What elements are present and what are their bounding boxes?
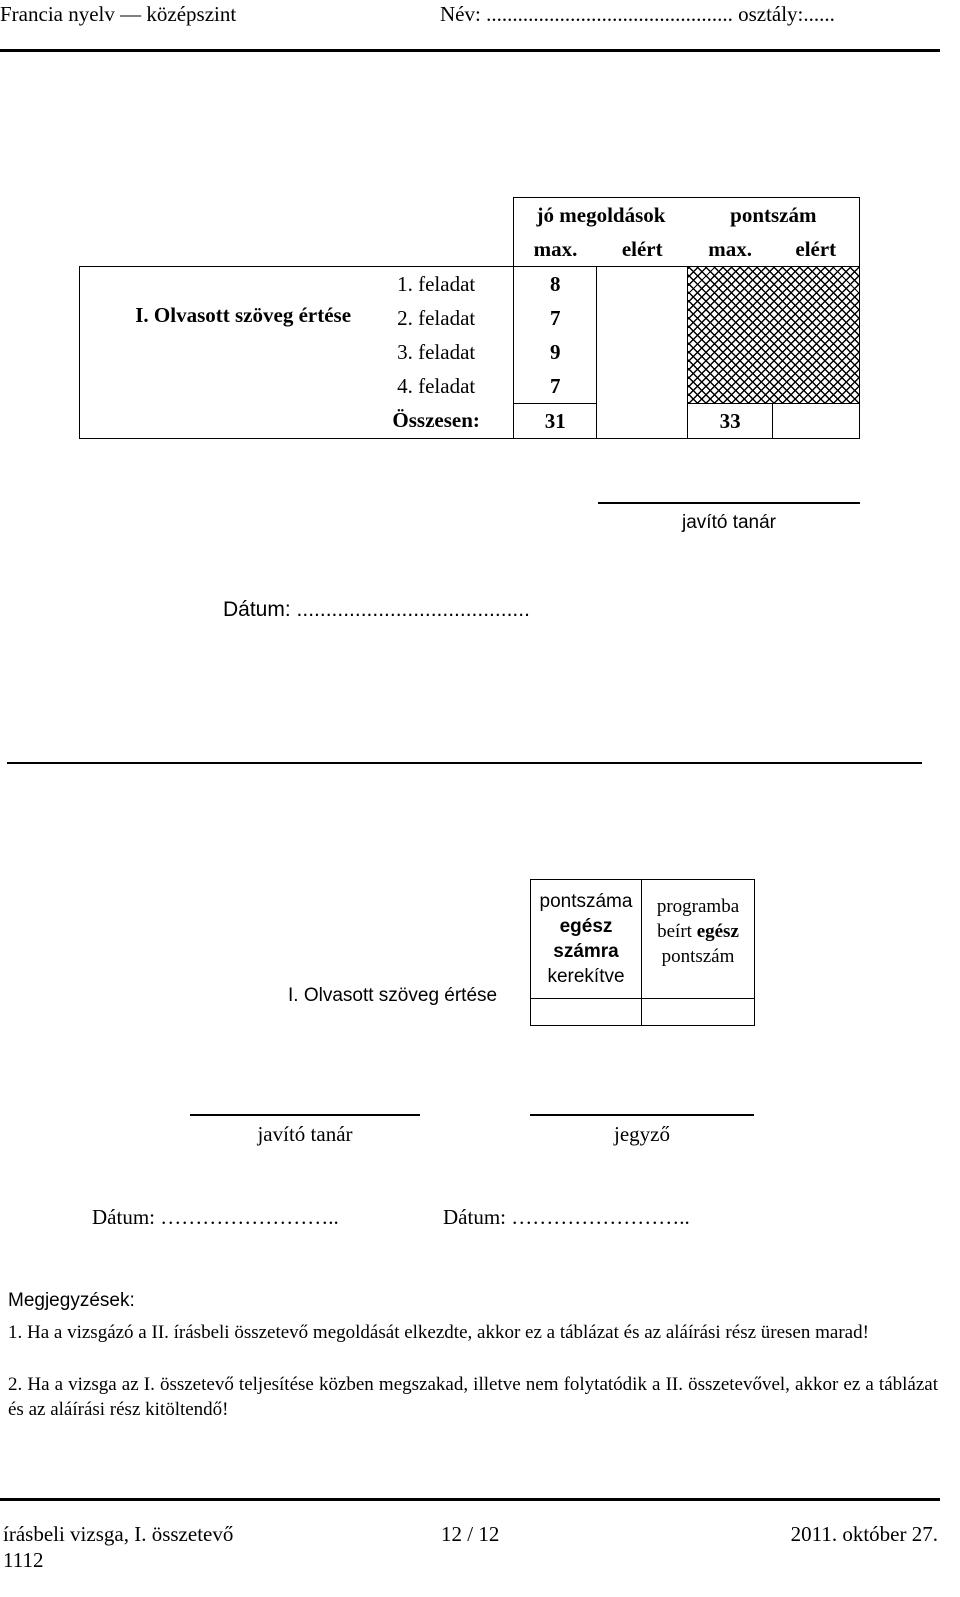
- note-1: 1. Ha a vizsgázó a II. írásbeli összetevő megoldását elkezdte, akkor ez a táblázat és az aláírási rész üresen marad!: [8, 1322, 869, 1343]
- task-label: 3. feladat: [397, 339, 476, 364]
- section-separator: [7, 762, 922, 764]
- signature-line: [598, 502, 860, 504]
- date-dots: ……………………..: [506, 1205, 690, 1229]
- program-table: [530, 879, 755, 1026]
- correct-answers-header: jó megoldások: [514, 198, 688, 233]
- total-points-achieved: [773, 404, 860, 439]
- total-label: Összesen:: [359, 404, 514, 439]
- task-max-value: 7: [514, 301, 597, 335]
- footer-code: 1112: [3, 1548, 44, 1572]
- hatched-area: [688, 267, 860, 404]
- section-label: I. Olvasott szöveg értése: [80, 267, 360, 439]
- date-field: [223, 598, 530, 622]
- points-header: pontszám: [688, 198, 860, 233]
- signature-label: javító tanár: [682, 512, 776, 533]
- task-max-value: 9: [514, 335, 597, 369]
- rounded-score-header: pontszáma egész számra kerekítve: [531, 880, 642, 999]
- total-correct-achieved: [597, 404, 688, 439]
- task-max-value: 7: [514, 369, 597, 404]
- page-number: 12 / 12: [441, 1522, 500, 1546]
- footer-date: 2011. október 27.: [790, 1522, 938, 1546]
- task-max-value: 8: [514, 267, 597, 302]
- task-label: 1. feladat: [359, 267, 514, 302]
- notary-signature-line: [530, 1114, 754, 1116]
- score-table: [79, 197, 860, 439]
- total-correct-max: 31: [514, 404, 597, 439]
- program-score-header: programba beírt egész pontszám: [642, 880, 755, 999]
- task-achieved-cell: [597, 267, 688, 302]
- subject-header: Francia nyelv — középszint: [0, 2, 237, 26]
- teacher-date-field: [92, 1205, 339, 1230]
- task-achieved-cell: [597, 369, 688, 404]
- date-label: Dátum:: [223, 598, 291, 621]
- rounded-score-cell: [531, 999, 642, 1026]
- correct-achieved-header: elért: [621, 236, 663, 261]
- task-label: 4. feladat: [397, 373, 476, 398]
- notary-signature-label: jegyző: [614, 1122, 670, 1146]
- task-label: 2. feladat: [397, 305, 476, 330]
- header-rule: [0, 49, 940, 52]
- correct-max-header: max.: [514, 232, 597, 267]
- footer-rule: [0, 1498, 940, 1501]
- program-section-label: I. Olvasott szöveg értése: [288, 985, 498, 1006]
- total-points-max: 33: [688, 404, 773, 439]
- teacher-signature-label: javító tanár: [257, 1122, 353, 1146]
- notes-title: Megjegyzések:: [8, 1290, 135, 1311]
- task-achieved-cell: [597, 301, 688, 335]
- date-dots: ……………………..: [155, 1205, 339, 1229]
- note-2: 2. Ha a vizsga az I. összetevő teljesítése közben megszakad, illetve nem folytatódik a II. összetevővel, akkor ez a táblázat és az aláírási rész kitöltendő!: [8, 1374, 938, 1420]
- date-label: Dátum:: [443, 1205, 506, 1229]
- points-max-header: max.: [708, 236, 752, 261]
- name-class-field: Név: ............................................... osztály:......: [440, 2, 835, 26]
- task-achieved-cell: [597, 335, 688, 369]
- footer-left: írásbeli vizsga, I. összetevő: [3, 1522, 234, 1546]
- date-label: Dátum:: [92, 1205, 155, 1229]
- teacher-signature-line: [190, 1114, 420, 1116]
- notary-date-field: [443, 1205, 690, 1230]
- date-dots: ........................................: [290, 598, 530, 621]
- points-achieved-header: elért: [773, 232, 860, 267]
- program-score-cell: [642, 999, 755, 1026]
